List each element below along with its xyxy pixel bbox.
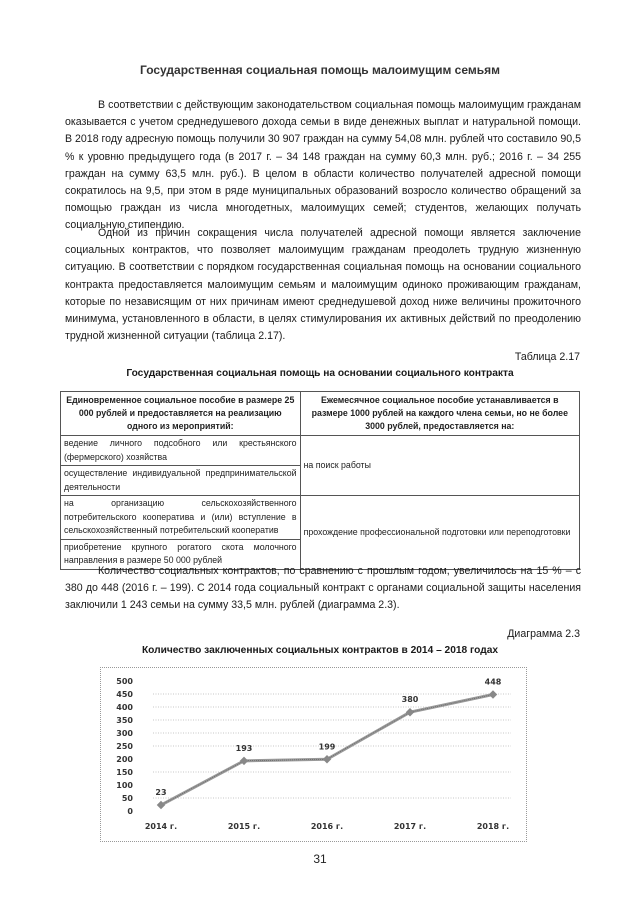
table-header-lump-sum: Единовременное социальное пособие в размере 25 000 рублей и предоставляется на реализацию одного из мероприятий: — [61, 392, 301, 436]
page-number: 31 — [313, 852, 327, 866]
table-row — [61, 496, 580, 540]
y-tick-label: 100 — [116, 781, 133, 790]
data-label: 448 — [484, 677, 502, 687]
y-tick-label: 150 — [116, 768, 133, 777]
x-tick-label: 2016 г. — [310, 822, 344, 831]
y-tick-label: 0 — [127, 807, 133, 816]
chart-canvas — [101, 668, 526, 841]
data-label: 23 — [155, 788, 167, 798]
line-chart — [100, 667, 527, 842]
table-cell: на поиск работы — [300, 436, 579, 496]
y-tick-label: 200 — [116, 755, 133, 764]
paragraph-3: Количество социальных контрактов, по сравнению с прошлым годом, увеличилось на 15 % – с 380 до 448 (2016 г. – 199). С 2014 года социальный контракт с органами социальной защиты населения заключили 1 243 семьи на сумму 33,5 млн. рублей (диаграмма 2.3). — [65, 565, 581, 612]
data-point-marker — [489, 690, 497, 698]
table-label: Таблица 2.17 — [514, 351, 580, 363]
section-title: Государственная социальная помощь малоимущим семьям — [140, 63, 500, 77]
table-header-row — [61, 392, 580, 436]
table-cell: осуществление индивидуальной предпринимательской деятельности — [61, 466, 301, 496]
x-tick-label: 2018 г. — [476, 822, 510, 831]
y-tick-label: 250 — [116, 742, 133, 751]
x-tick-label: 2015 г. — [227, 822, 261, 831]
paragraph-1: В соответствии с действующим законодательством социальная помощь малоимущим гражданам оказывается с учетом среднедушевого дохода семьи в виде денежных выплат и натуральной помощи. В 2018 году адресную помощь получили 30 907 граждан на сумму 54,08 млн. рублей что составило 90,5 % к уровню предыдущего года (в 2017 г. – 34 148 граждан на сумму 60,3 млн. руб.; 2016 г. – 34 255 граждан на сумму 63,5 млн. руб.). В целом в области количество получателей адресной помощи сократилось на 9,5, при этом в ряде муниципальных образований возросло количество обращений за помощью граждан из числа многодетных, малоимущих семей; студентов, желающих получать социальную стипендию. — [65, 99, 581, 232]
table-row — [61, 436, 580, 466]
table-header-monthly: Ежемесячное социальное пособие устанавливается в размере 1000 рублей на каждого члена семьи, но не более 3000 рублей, предоставляется на: — [300, 392, 579, 436]
data-label: 380 — [401, 695, 419, 705]
chart-title: Количество заключенных социальных контрактов в 2014 – 2018 годах — [141, 645, 499, 656]
y-tick-label: 450 — [116, 690, 133, 699]
x-tick-label: 2017 г. — [393, 822, 427, 831]
x-tick-label: 2014 г. — [144, 822, 178, 831]
table-cell: на организацию сельскохозяйственного потребительского кооператива и (или) вступление в сельскохозяйственный потребительский кооператив — [61, 496, 301, 540]
social-contract-table — [60, 391, 580, 570]
table-cell: приобретение крупного рогатого скота молочного направления в размере 50 000 рублей — [61, 539, 301, 569]
y-tick-label: 50 — [121, 794, 133, 803]
y-tick-label: 300 — [116, 729, 133, 738]
table-cell: ведение личного подсобного или крестьянского (фермерского) хозяйства — [61, 436, 301, 466]
y-tick-label: 500 — [116, 677, 133, 686]
diagram-label: Диаграмма 2.3 — [507, 628, 580, 640]
data-label: 199 — [318, 742, 336, 752]
paragraph-2: Одной из причин сокращения числа получателей адресной помощи является заключение социальных контрактов, что позволяет малоимущим гражданам преодолеть трудную жизненную ситуацию. В соответствии с порядком государственная социальная помощь на основании социального контракта предоставляется малоимущим семьям и малоимущим одиноко проживающим гражданам, которые по независящим от них причинам имеют среднедушевой доход ниже величины прожиточного минимума, установленного в области, в целях стимулирования их активных действий по преодолению трудной жизненной ситуации (таблица 2.17). — [65, 227, 581, 343]
table-title: Государственная социальная помощь на основании социального контракта — [126, 368, 514, 379]
table-cell: прохождение профессиональной подготовки или переподготовки — [300, 496, 579, 570]
y-tick-label: 400 — [116, 703, 133, 712]
data-label: 193 — [235, 743, 253, 753]
y-tick-label: 350 — [116, 716, 133, 725]
